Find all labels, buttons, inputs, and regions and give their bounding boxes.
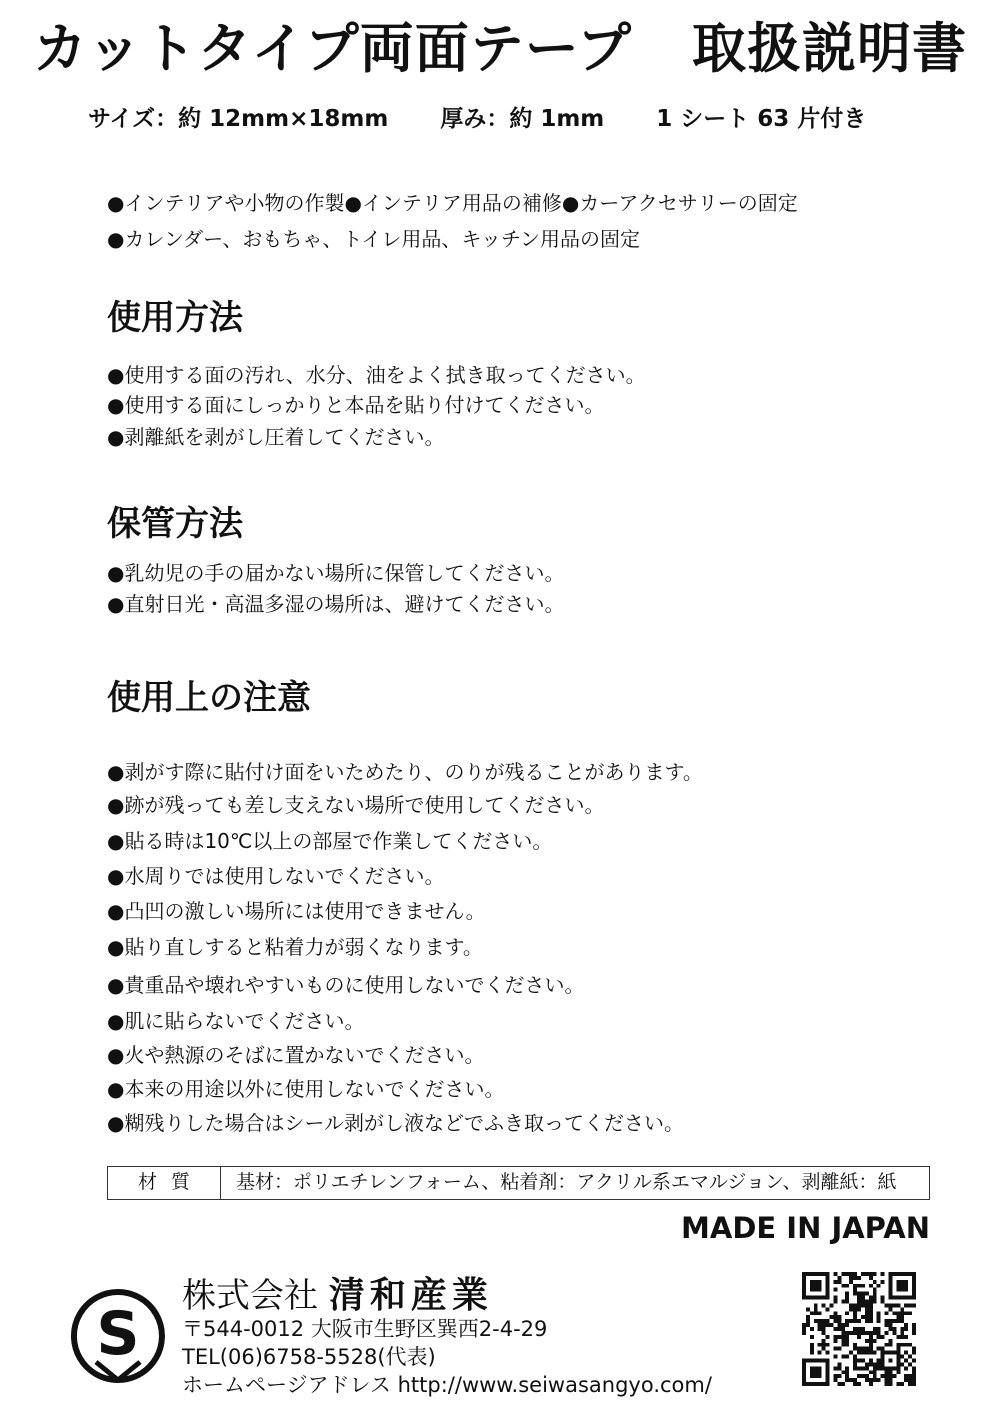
company-homepage: ホームページアドレス http://www.seiwasangyo.com/	[182, 1373, 712, 1397]
company-tel: TEL(06)6758-5528(代表)	[182, 1345, 436, 1369]
svg-text:S: S	[96, 1299, 140, 1369]
company-name	[182, 1274, 493, 1318]
material-label: 材質	[108, 1167, 221, 1199]
caution-item-10: ●本来の用途以外に使用しないでください。	[107, 1077, 505, 1101]
caution-item-2: ●跡が残っても差し支えない場所で使用してください。	[107, 793, 605, 817]
storage-item-2: ●直射日光・高温多湿の場所は、避けてください。	[107, 592, 565, 616]
caution-item-3: ●貼る時は10℃以上の部屋で作業してください。	[107, 829, 553, 853]
caution-item-11: ●糊残りした場合はシール剥がし液などでふき取ってください。	[107, 1111, 685, 1135]
company-logo-icon	[70, 1288, 166, 1384]
company-main-name: 清和産業	[328, 1275, 493, 1316]
caution-heading: 使用上の注意	[107, 678, 311, 718]
usage-item-1: ●使用する面の汚れ、水分、油をよく拭き取ってください。	[107, 363, 646, 387]
caution-item-8: ●肌に貼らないでください。	[107, 1009, 365, 1033]
caution-item-1: ●剥がす際に貼付け面をいためたり、のりが残ることがあります。	[107, 760, 703, 784]
spec-line	[88, 102, 866, 136]
caution-item-4: ●水周りでは使用しないでください。	[107, 864, 445, 888]
caution-item-7: ●貴重品や壊れやすいものに使用しないでください。	[107, 973, 585, 997]
spec-size: サイズ：約 12mm×18mm	[88, 106, 389, 132]
uses-line-1: ●インテリアや小物の作製●インテリア用品の補修●カーアクセサリーの固定	[107, 191, 798, 215]
uses-line-2: ●カレンダー、おもちゃ、トイレ用品、キッチン用品の固定	[107, 227, 640, 251]
company-address: 〒544-0012 大阪市生野区巽西2-4-29	[182, 1317, 548, 1341]
caution-item-5: ●凸凹の激しい場所には使用できません。	[107, 899, 486, 923]
spec-thickness: 厚み：約 1mm	[440, 106, 605, 132]
usage-item-2: ●使用する面にしっかりと本品を貼り付けてください。	[107, 393, 605, 417]
doc-type: 取扱説明書	[692, 17, 968, 80]
caution-item-6: ●貼り直しすると粘着力が弱くなります。	[107, 935, 483, 959]
storage-heading: 保管方法	[107, 504, 243, 544]
caution-item-9: ●火や熱源のそばに置かないでください。	[107, 1043, 485, 1067]
usage-item-3: ●剥離紙を剥がし圧着してください。	[107, 425, 445, 449]
material-table	[107, 1166, 930, 1200]
qr-code-icon[interactable]	[802, 1272, 916, 1386]
spec-count: 1 シート 63 片付き	[656, 106, 867, 132]
usage-heading: 使用方法	[107, 298, 243, 338]
storage-item-1: ●乳幼児の手の届かない場所に保管してください。	[107, 561, 565, 585]
made-in-label: MADE IN JAPAN	[681, 1211, 930, 1245]
material-value: 基材：ポリエチレンフォーム、粘着剤：アクリル系エマルジョン、剥離紙：紙	[236, 1171, 897, 1193]
document-title	[0, 14, 1000, 84]
product-name: カットタイプ両面テープ	[32, 17, 633, 80]
company-prefix: 株式会社	[182, 1276, 318, 1316]
